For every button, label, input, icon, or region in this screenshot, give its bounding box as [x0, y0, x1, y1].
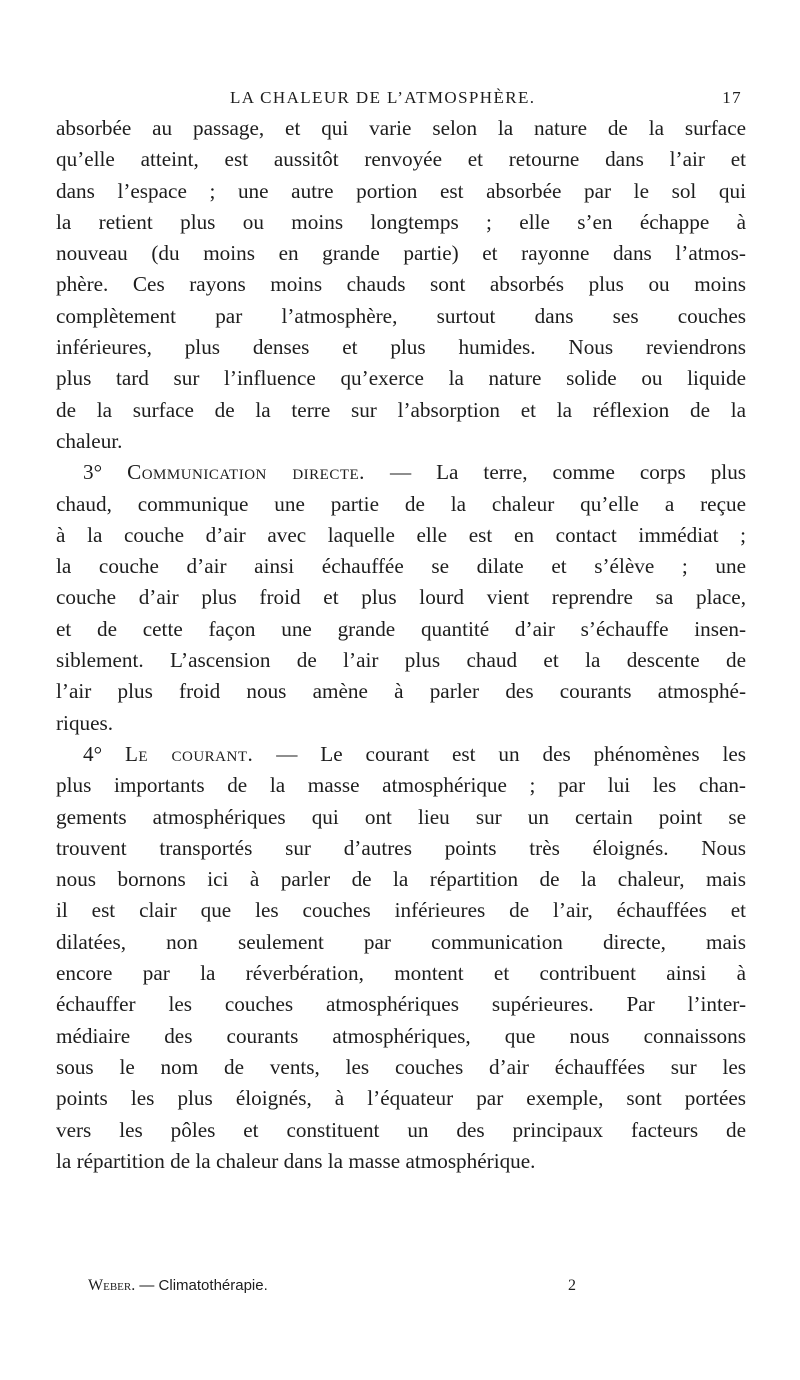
section-4-heading: Le courant. — [124, 741, 254, 766]
text-line: qu’elle atteint, est aussitôt renvoyée et retourne dans l’air et — [56, 147, 746, 172]
text-line: dilatées, non seulement par communication directe, mais — [56, 929, 746, 954]
text-line: absorbée au passage, et qui varie selon la nature de la surface — [56, 116, 746, 140]
section-4-number: 4° — [83, 741, 103, 766]
page-footer — [88, 1277, 588, 1301]
text-line: encore par la réverbération, montent et contribuent ainsi à — [56, 961, 746, 986]
text-line: sous le nom de vents, les couches d’air échauffées sur les — [56, 1054, 746, 1079]
text-line: chaleur. — [56, 428, 123, 453]
text-line: plus importants de la masse atmosphérique ; par lui les chan- — [56, 773, 746, 798]
text-line: couche d’air plus froid et plus lourd vient reprendre sa place, — [56, 585, 746, 610]
text-line: riques. — [56, 710, 114, 735]
text-line: siblement. L’ascension de l’air plus chaud et la descente de — [56, 648, 746, 673]
text-line: plus tard sur l’influence qu’exerce la nature solide ou liquide — [56, 366, 746, 391]
text-line: vers les pôles et constituent un des principaux facteurs de — [56, 1117, 746, 1142]
text-line: complètement par l’atmosphère, surtout dans ses couches — [56, 303, 746, 328]
running-title: LA CHALEUR DE L’ATMOSPHÈRE. — [230, 88, 536, 107]
text-line: nous bornons ici à parler de la répartition de la chaleur, mais — [56, 867, 746, 892]
text-line: la retient plus ou moins longtemps ; elle s’en échappe à — [56, 209, 746, 234]
text-line: la répartition de la chaleur dans la masse atmosphérique. — [56, 1148, 536, 1173]
text-line: il est clair que les couches inférieures de l’air, échauffées et — [56, 898, 746, 923]
text-line: et de cette façon une grande quantité d’air s’échauffe insen- — [56, 616, 746, 641]
text-line: médiaire des courants atmosphériques, que nous connaissons — [56, 1023, 746, 1048]
text-line: à la couche d’air avec laquelle elle est en contact immédiat ; — [56, 522, 746, 547]
signature-mark: 2 — [568, 1277, 576, 1294]
page-number: 17 — [722, 88, 742, 107]
running-header — [230, 88, 742, 112]
section-3-heading: Communication directe. — [127, 460, 365, 485]
text-line: inférieures, plus denses et plus humides. Nous reviendrons — [56, 335, 746, 360]
text-line: dans l’espace ; une autre portion est absorbée par le sol qui — [56, 178, 746, 203]
text-line: nouveau (du moins en grande partie) et rayonne dans l’atmos- — [56, 241, 746, 266]
text-line: trouvent transportés sur d’autres points très éloignés. Nous — [56, 835, 746, 860]
section-3-first-line: — La terre, comme corps plus — [389, 460, 747, 485]
text-line: gements atmosphériques qui ont lieu sur un certain point se — [56, 804, 746, 829]
text-line: de la surface de la terre sur l’absorption et la réflexion de la — [56, 397, 746, 422]
text-line: points les plus éloignés, à l’équateur par exemple, sont portées — [56, 1086, 746, 1111]
footer-work: — Climatothérapie. — [139, 1277, 268, 1294]
section-3-number: 3° — [83, 460, 103, 485]
section-3-heading-line — [56, 457, 746, 488]
text-line: chaud, communique une partie de la chaleur qu’elle a reçue — [56, 491, 746, 516]
text-line: échauffer les couches atmosphériques supérieures. Par l’inter- — [56, 992, 746, 1017]
text-line: la couche d’air ainsi échauffée se dilate et s’élève ; une — [56, 554, 746, 579]
section-4-heading-line — [56, 739, 746, 770]
section-4-first-line: — Le courant est un des phénomènes les — [276, 741, 746, 766]
body-text — [56, 113, 746, 1177]
footer-author: Weber. — [88, 1277, 136, 1294]
text-line: l’air plus froid nous amène à parler des courants atmosphé- — [56, 679, 746, 704]
text-line: phère. Ces rayons moins chauds sont absorbés plus ou moins — [56, 272, 746, 297]
